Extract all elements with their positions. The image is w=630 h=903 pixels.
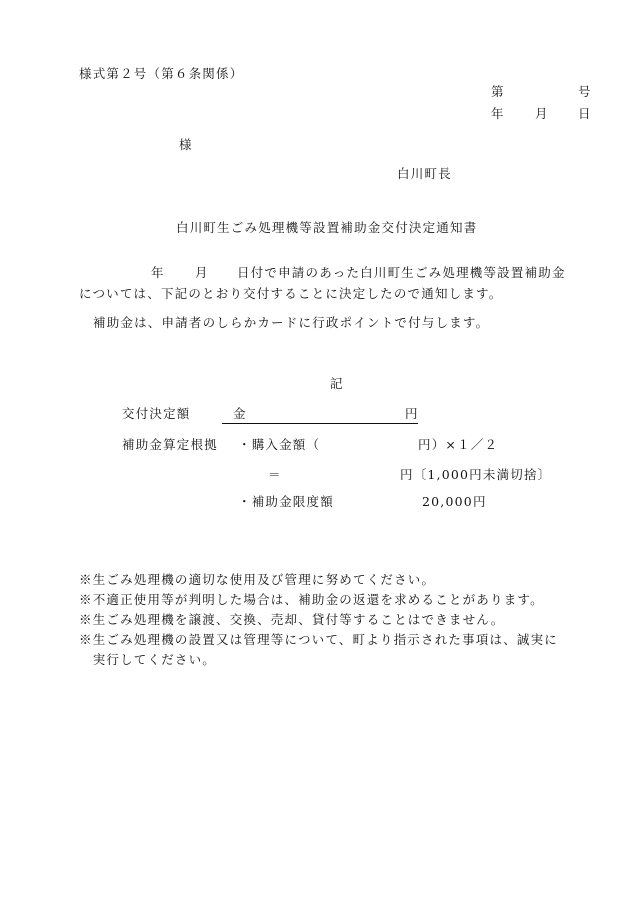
basis-label: 補助金算定根拠 xyxy=(122,437,218,452)
note-2: ※不適正使用等が判明した場合は、補助金の返還を求めることがあります。 xyxy=(79,592,544,607)
note-4: ※生ごみ処理機の設置又は管理等について、町より指示された事項は、誠実に xyxy=(79,632,559,647)
kofu-label: 交付決定額 xyxy=(122,406,191,421)
header-tsuki: 月 xyxy=(535,106,549,121)
limit-label: ・補助金限度額 xyxy=(238,494,334,509)
header-dai: 第 xyxy=(491,84,505,99)
body-line1: 日付で申請のあった白川町生ごみ処理機等設置補助金 xyxy=(237,265,566,280)
purchase-label: ・購入金額（ xyxy=(238,437,321,452)
body-line2: については、下記のとおり交付することに決定したので通知します。 xyxy=(79,286,503,301)
recipient-suffix: 様 xyxy=(179,137,193,152)
header-hi: 日 xyxy=(578,106,592,121)
note-4-continued: 実行してください。 xyxy=(79,652,217,667)
body-line3: 補助金は、申請者のしらかカードに行政ポイントで付与します。 xyxy=(93,315,490,330)
body-nen: 年 xyxy=(151,265,165,280)
kofu-amount-line xyxy=(222,406,418,424)
header-nen: 年 xyxy=(491,106,505,121)
header-go: 号 xyxy=(578,84,592,99)
limit-value: 20,000円 xyxy=(422,494,487,509)
equals-sign: ＝ xyxy=(268,467,282,482)
kofu-kin: 金 xyxy=(233,406,247,421)
issuer: 白川町長 xyxy=(397,166,452,181)
equals-suffix: 円〔1,000円未満切捨〕 xyxy=(400,467,552,482)
document-title: 白川町生ごみ処理機等設置補助金交付決定通知書 xyxy=(176,220,478,235)
body-tsuki: 月 xyxy=(195,265,209,280)
kofu-en: 円 xyxy=(405,406,419,421)
note-1: ※生ごみ処理機の適切な使用及び管理に努めてください。 xyxy=(79,572,436,587)
ki-heading: 記 xyxy=(330,376,344,391)
note-3: ※生ごみ処理機を譲渡、交換、売却、貸付等することはできません。 xyxy=(79,612,505,627)
form-number: 様式第２号（第６条関係） xyxy=(79,66,244,81)
purchase-suffix: 円）×１／２ xyxy=(418,437,499,452)
